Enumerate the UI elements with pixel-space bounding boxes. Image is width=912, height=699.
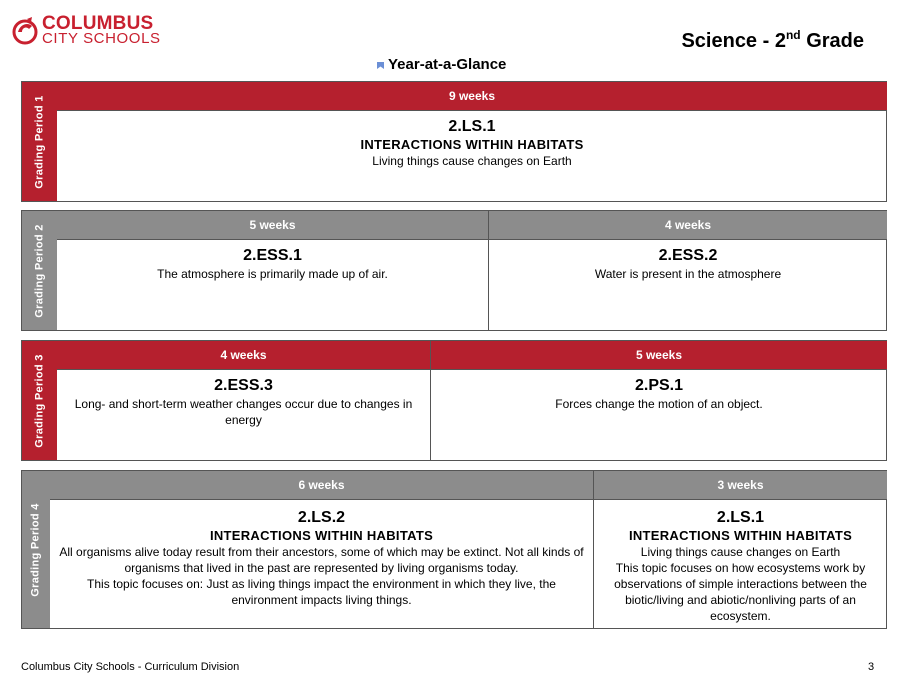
- unit-cell: [57, 341, 430, 460]
- topic-title: INTERACTIONS WITHIN HABITATS: [360, 137, 584, 152]
- standard-code: 2.PS.1: [634, 377, 684, 394]
- footer-text: Columbus City Schools - Curriculum Division: [21, 661, 240, 673]
- grading-period-3: [21, 340, 887, 461]
- weeks-header: 3 weeks: [594, 471, 887, 500]
- page-subtitle: Year-at-a-Glance: [376, 56, 506, 73]
- weeks-header: 9 weeks: [57, 82, 887, 111]
- topic-title: INTERACTIONS WITHIN HABITATS: [628, 528, 853, 543]
- unit-description: Long- and short-term weather changes occur due to changes in energy: [74, 397, 413, 427]
- standard-code: 2.LS.1: [716, 509, 765, 526]
- logo-text-columbus: COLUMBUS: [42, 13, 154, 34]
- unit-cell: [50, 471, 593, 628]
- grading-period-4: [21, 470, 887, 629]
- unit-focus: This topic focuses on: Just as living things impact the environment in which they live, the environment impacts living things.: [87, 577, 556, 607]
- grading-period-label: Grading Period 4: [22, 471, 50, 628]
- unit-cell: [430, 341, 887, 460]
- topic-title: INTERACTIONS WITHIN HABITATS: [209, 528, 434, 543]
- standard-code: 2.ESS.1: [243, 247, 302, 264]
- unit-cell: [57, 211, 488, 330]
- logo: [12, 14, 162, 50]
- logo-text-city-schools: CITY SCHOOLS: [42, 30, 161, 47]
- unit-description: Water is present in the atmosphere: [594, 267, 782, 281]
- page-title: Science - 2nd Grade: [681, 28, 864, 52]
- weeks-header: 4 weeks: [489, 211, 887, 240]
- unit-description: The atmosphere is primarily made up of air.: [157, 267, 388, 281]
- columbus-logo-icon: [12, 16, 38, 46]
- unit-cell: [488, 211, 887, 330]
- unit-description: All organisms alive today result from their ancestors, some of which may be extinct. Not all kinds of organisms that lived in the past are represented by living organisms today.: [59, 545, 584, 575]
- unit-description: Living things cause changes on Earth: [640, 545, 841, 559]
- grading-period-label: Grading Period 2: [22, 211, 57, 330]
- weeks-header: 5 weeks: [431, 341, 887, 370]
- unit-description: Living things cause changes on Earth: [372, 154, 572, 168]
- standard-code: 2.LS.1: [448, 118, 496, 135]
- grading-period-label: Grading Period 1: [22, 82, 57, 201]
- unit-cell: [57, 82, 887, 201]
- grading-period-2: [21, 210, 887, 331]
- grading-period-1: [21, 81, 887, 202]
- unit-cell: [593, 471, 887, 628]
- standard-code: 2.LS.2: [297, 509, 346, 526]
- standard-code: 2.ESS.3: [214, 377, 273, 394]
- unit-focus: This topic focuses on how ecosystems work by observations of simple interactions between the biotic/living and abiotic/nonliving parts of an ecosystem.: [614, 561, 867, 623]
- page-number: 3: [868, 661, 875, 673]
- bookmark-icon: [376, 61, 385, 70]
- unit-description: Forces change the motion of an object.: [555, 397, 763, 411]
- weeks-header: 4 weeks: [57, 341, 430, 370]
- standard-code: 2.ESS.2: [658, 247, 718, 264]
- grading-period-label: Grading Period 3: [22, 341, 57, 460]
- weeks-header: 5 weeks: [57, 211, 488, 240]
- weeks-header: 6 weeks: [50, 471, 593, 500]
